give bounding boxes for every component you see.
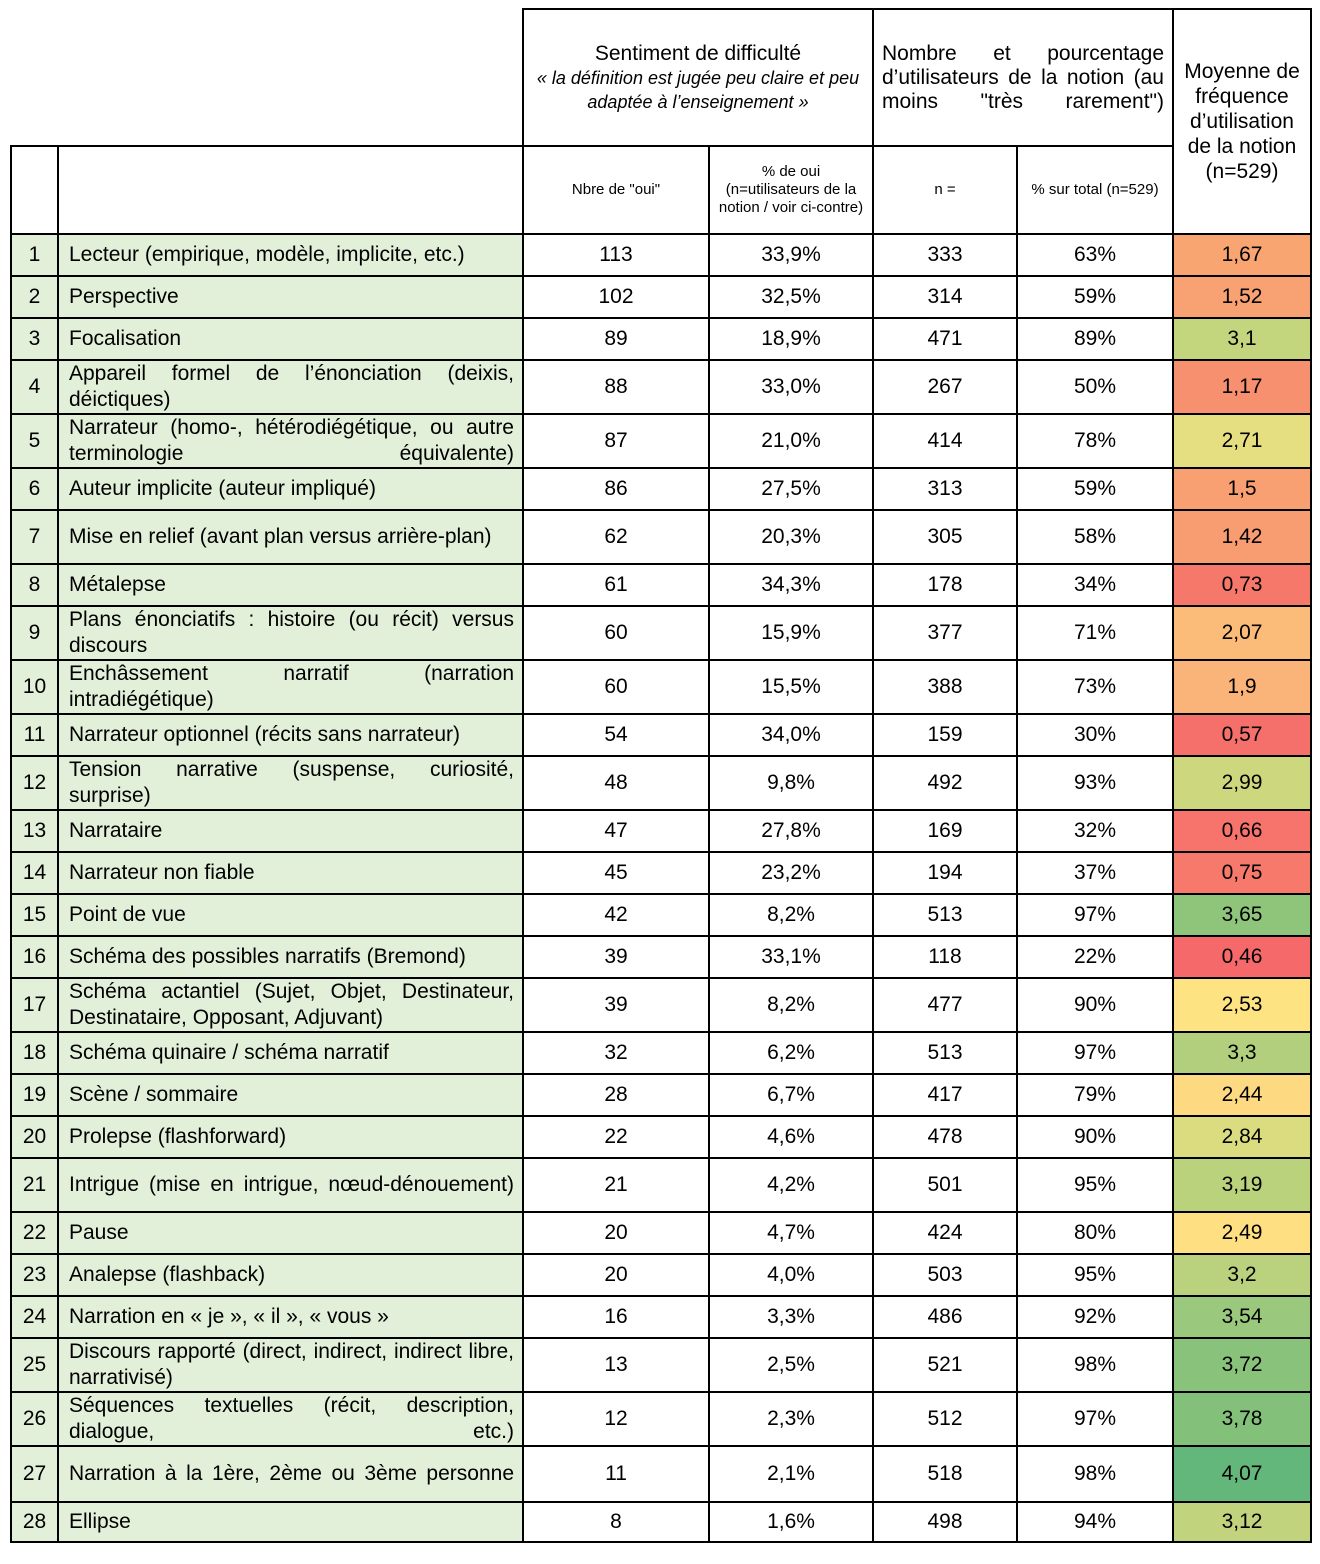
mean-frequency-value: 2,07 [1173,606,1311,660]
pct-oui-value: 9,8% [709,756,873,810]
table-row [11,1074,1311,1116]
mean-frequency-value: 4,07 [1173,1446,1311,1502]
n-value: 518 [873,1446,1017,1502]
pct-oui-value: 2,3% [709,1392,873,1446]
nb-oui-value: 28 [523,1074,709,1116]
mean-frequency-value: 3,2 [1173,1254,1311,1296]
nb-oui-value: 60 [523,660,709,714]
pct-oui-value: 20,3% [709,510,873,564]
notion-label: Plans énonciatifs : histoire (ou récit) versus discours [58,606,523,660]
header-mean-frequency: Moyenne de fréquence d’utilisation de la notion (n=529) [1173,9,1311,234]
table-row [11,510,1311,564]
pct-total-value: 95% [1017,1254,1173,1296]
n-value: 498 [873,1502,1017,1542]
pct-total-value: 79% [1017,1074,1173,1116]
row-number: 17 [11,978,58,1032]
row-number: 5 [11,414,58,468]
notion-label: Schéma actantiel (Sujet, Objet, Destinateur, Destinataire, Opposant, Adjuvant) [58,978,523,1032]
mean-frequency-value: 3,12 [1173,1502,1311,1542]
n-value: 486 [873,1296,1017,1338]
row-number: 28 [11,1502,58,1542]
table-row [11,360,1311,414]
nb-oui-value: 12 [523,1392,709,1446]
table-row [11,318,1311,360]
notion-label: Narrateur (homo-, hétérodiégétique, ou autre terminologie équivalente) [58,414,523,468]
pct-oui-value: 2,1% [709,1446,873,1502]
row-number: 13 [11,810,58,852]
notion-label: Enchâssement narratif (narration intradiégétique) [58,660,523,714]
n-value: 513 [873,1032,1017,1074]
notion-label: Narration en « je », « il », « vous » [58,1296,523,1338]
notion-label: Narrateur non fiable [58,852,523,894]
table-row [11,1254,1311,1296]
pct-total-value: 78% [1017,414,1173,468]
row-number: 3 [11,318,58,360]
mean-frequency-value: 0,73 [1173,564,1311,606]
notion-label: Focalisation [58,318,523,360]
mean-frequency-value: 0,46 [1173,936,1311,978]
n-value: 471 [873,318,1017,360]
header-difficulty-title: Sentiment de difficulté [594,41,802,65]
row-number: 25 [11,1338,58,1392]
table-row [11,234,1311,276]
mean-frequency-value: 1,9 [1173,660,1311,714]
notion-label: Séquences textuelles (récit, description, dialogue, etc.) [58,1392,523,1446]
mean-frequency-value: 2,49 [1173,1212,1311,1254]
mean-frequency-value: 3,54 [1173,1296,1311,1338]
table-row [11,714,1311,756]
notions-table [10,8,1312,1543]
pct-oui-value: 4,7% [709,1212,873,1254]
pct-total-value: 37% [1017,852,1173,894]
notion-label: Schéma des possibles narratifs (Bremond) [58,936,523,978]
row-number: 14 [11,852,58,894]
notion-label: Narrataire [58,810,523,852]
n-value: 313 [873,468,1017,510]
nb-oui-value: 32 [523,1032,709,1074]
table-row [11,756,1311,810]
notion-label: Discours rapporté (direct, indirect, indirect libre, narrativisé) [58,1338,523,1392]
pct-total-value: 34% [1017,564,1173,606]
pct-oui-value: 27,5% [709,468,873,510]
table-row [11,1338,1311,1392]
notion-label: Narration à la 1ère, 2ème ou 3ème personne [58,1446,523,1502]
pct-total-value: 93% [1017,756,1173,810]
row-number: 12 [11,756,58,810]
nb-oui-value: 16 [523,1296,709,1338]
table-body [11,234,1311,1542]
pct-total-value: 63% [1017,234,1173,276]
notion-label: Appareil formel de l’énonciation (deixis, déictiques) [58,360,523,414]
row-number: 26 [11,1392,58,1446]
pct-oui-value: 33,0% [709,360,873,414]
table-row [11,810,1311,852]
nb-oui-value: 102 [523,276,709,318]
notion-label: Métalepse [58,564,523,606]
n-value: 194 [873,852,1017,894]
table-row [11,936,1311,978]
table-row [11,660,1311,714]
row-number: 24 [11,1296,58,1338]
table-row [11,468,1311,510]
row-number: 1 [11,234,58,276]
nb-oui-value: 62 [523,510,709,564]
pct-oui-value: 15,9% [709,606,873,660]
pct-oui-value: 4,2% [709,1158,873,1212]
n-value: 417 [873,1074,1017,1116]
table-row [11,1212,1311,1254]
pct-oui-value: 1,6% [709,1502,873,1542]
table-row [11,1116,1311,1158]
pct-total-value: 50% [1017,360,1173,414]
notion-label: Mise en relief (avant plan versus arrière-plan) [58,510,523,564]
mean-frequency-value: 1,17 [1173,360,1311,414]
nb-oui-value: 61 [523,564,709,606]
pct-total-value: 30% [1017,714,1173,756]
pct-total-value: 59% [1017,468,1173,510]
row-number: 8 [11,564,58,606]
mean-frequency-value: 3,3 [1173,1032,1311,1074]
header-pct-total: % sur total (n=529) [1017,146,1173,234]
pct-oui-value: 34,3% [709,564,873,606]
header-nb-oui: Nbre de "oui" [523,146,709,234]
notion-label: Prolepse (flashforward) [58,1116,523,1158]
pct-total-value: 71% [1017,606,1173,660]
header-difficulty [523,9,873,146]
pct-total-value: 97% [1017,894,1173,936]
n-value: 118 [873,936,1017,978]
notion-label: Lecteur (empirique, modèle, implicite, etc.) [58,234,523,276]
n-value: 178 [873,564,1017,606]
pct-total-value: 97% [1017,1392,1173,1446]
nb-oui-value: 45 [523,852,709,894]
table-row [11,978,1311,1032]
table-row [11,1032,1311,1074]
n-value: 267 [873,360,1017,414]
pct-total-value: 98% [1017,1446,1173,1502]
pct-total-value: 59% [1017,276,1173,318]
header-users: Nombre et pourcentage d’utilisateurs de la notion (au moins "très rarement") [873,9,1173,146]
row-number: 23 [11,1254,58,1296]
header-notion-cell [58,146,523,234]
row-number: 11 [11,714,58,756]
nb-oui-value: 20 [523,1212,709,1254]
row-number: 18 [11,1032,58,1074]
n-value: 388 [873,660,1017,714]
header-pct-oui: % de oui (n=utilisateurs de la notion / voir ci-contre) [709,146,873,234]
pct-oui-value: 2,5% [709,1338,873,1392]
n-value: 521 [873,1338,1017,1392]
nb-oui-value: 8 [523,1502,709,1542]
n-value: 169 [873,810,1017,852]
table-row [11,1502,1311,1542]
mean-frequency-value: 1,52 [1173,276,1311,318]
mean-frequency-value: 3,19 [1173,1158,1311,1212]
nb-oui-value: 88 [523,360,709,414]
row-number: 15 [11,894,58,936]
nb-oui-value: 39 [523,978,709,1032]
pct-oui-value: 32,5% [709,276,873,318]
pct-total-value: 90% [1017,978,1173,1032]
pct-total-value: 89% [1017,318,1173,360]
mean-frequency-value: 0,57 [1173,714,1311,756]
pct-oui-value: 6,2% [709,1032,873,1074]
pct-oui-value: 4,0% [709,1254,873,1296]
row-number: 20 [11,1116,58,1158]
notion-label: Schéma quinaire / schéma narratif [58,1032,523,1074]
pct-oui-value: 4,6% [709,1116,873,1158]
mean-frequency-value: 3,1 [1173,318,1311,360]
notion-label: Point de vue [58,894,523,936]
nb-oui-value: 60 [523,606,709,660]
nb-oui-value: 42 [523,894,709,936]
n-value: 305 [873,510,1017,564]
n-value: 159 [873,714,1017,756]
row-number: 10 [11,660,58,714]
pct-oui-value: 3,3% [709,1296,873,1338]
n-value: 501 [873,1158,1017,1212]
n-value: 377 [873,606,1017,660]
n-value: 478 [873,1116,1017,1158]
notion-label: Intrigue (mise en intrigue, nœud-dénouement) [58,1158,523,1212]
table-row [11,606,1311,660]
row-number: 2 [11,276,58,318]
mean-frequency-value: 2,71 [1173,414,1311,468]
notion-label: Narrateur optionnel (récits sans narrateur) [58,714,523,756]
nb-oui-value: 20 [523,1254,709,1296]
pct-total-value: 95% [1017,1158,1173,1212]
table-row [11,564,1311,606]
notion-label: Analepse (flashback) [58,1254,523,1296]
row-number: 4 [11,360,58,414]
pct-total-value: 32% [1017,810,1173,852]
notion-label: Tension narrative (suspense, curiosité, surprise) [58,756,523,810]
nb-oui-value: 39 [523,936,709,978]
row-number: 21 [11,1158,58,1212]
table-row [11,276,1311,318]
mean-frequency-value: 1,42 [1173,510,1311,564]
nb-oui-value: 89 [523,318,709,360]
n-value: 414 [873,414,1017,468]
mean-frequency-value: 3,78 [1173,1392,1311,1446]
pct-total-value: 94% [1017,1502,1173,1542]
header-n: n = [873,146,1017,234]
nb-oui-value: 54 [523,714,709,756]
mean-frequency-value: 0,66 [1173,810,1311,852]
pct-total-value: 73% [1017,660,1173,714]
pct-oui-value: 33,9% [709,234,873,276]
mean-frequency-value: 2,53 [1173,978,1311,1032]
notion-label: Perspective [58,276,523,318]
table-row [11,894,1311,936]
mean-frequency-value: 2,99 [1173,756,1311,810]
mean-frequency-value: 1,67 [1173,234,1311,276]
nb-oui-value: 48 [523,756,709,810]
pct-oui-value: 18,9% [709,318,873,360]
notion-label: Ellipse [58,1502,523,1542]
pct-oui-value: 33,1% [709,936,873,978]
pct-total-value: 22% [1017,936,1173,978]
row-number: 19 [11,1074,58,1116]
pct-total-value: 90% [1017,1116,1173,1158]
row-number: 9 [11,606,58,660]
mean-frequency-value: 0,75 [1173,852,1311,894]
pct-total-value: 98% [1017,1338,1173,1392]
table-row [11,1392,1311,1446]
pct-total-value: 80% [1017,1212,1173,1254]
nb-oui-value: 21 [523,1158,709,1212]
nb-oui-value: 11 [523,1446,709,1502]
nb-oui-value: 86 [523,468,709,510]
pct-oui-value: 27,8% [709,810,873,852]
n-value: 477 [873,978,1017,1032]
mean-frequency-value: 1,5 [1173,468,1311,510]
nb-oui-value: 113 [523,234,709,276]
nb-oui-value: 47 [523,810,709,852]
row-number: 22 [11,1212,58,1254]
pct-oui-value: 34,0% [709,714,873,756]
mean-frequency-value: 3,72 [1173,1338,1311,1392]
nb-oui-value: 13 [523,1338,709,1392]
table-row [11,852,1311,894]
pct-oui-value: 23,2% [709,852,873,894]
table-row [11,1446,1311,1502]
n-value: 503 [873,1254,1017,1296]
n-value: 492 [873,756,1017,810]
row-number: 7 [11,510,58,564]
table-row [11,1158,1311,1212]
header-difficulty-subtitle: « la définition est jugée peu claire et peu adaptée à l’enseignement » [536,67,860,112]
pct-oui-value: 15,5% [709,660,873,714]
pct-oui-value: 6,7% [709,1074,873,1116]
table-row [11,414,1311,468]
mean-frequency-value: 3,65 [1173,894,1311,936]
header-num-cell [11,146,58,234]
mean-frequency-value: 2,84 [1173,1116,1311,1158]
mean-frequency-value: 2,44 [1173,1074,1311,1116]
n-value: 512 [873,1392,1017,1446]
n-value: 314 [873,276,1017,318]
pct-oui-value: 8,2% [709,894,873,936]
pct-total-value: 92% [1017,1296,1173,1338]
header-blank [11,9,523,146]
row-number: 27 [11,1446,58,1502]
nb-oui-value: 22 [523,1116,709,1158]
pct-oui-value: 21,0% [709,414,873,468]
pct-total-value: 58% [1017,510,1173,564]
notion-label: Auteur implicite (auteur impliqué) [58,468,523,510]
table-row [11,1296,1311,1338]
notion-label: Scène / sommaire [58,1074,523,1116]
pct-total-value: 97% [1017,1032,1173,1074]
n-value: 424 [873,1212,1017,1254]
n-value: 333 [873,234,1017,276]
pct-oui-value: 8,2% [709,978,873,1032]
n-value: 513 [873,894,1017,936]
row-number: 6 [11,468,58,510]
nb-oui-value: 87 [523,414,709,468]
notion-label: Pause [58,1212,523,1254]
row-number: 16 [11,936,58,978]
